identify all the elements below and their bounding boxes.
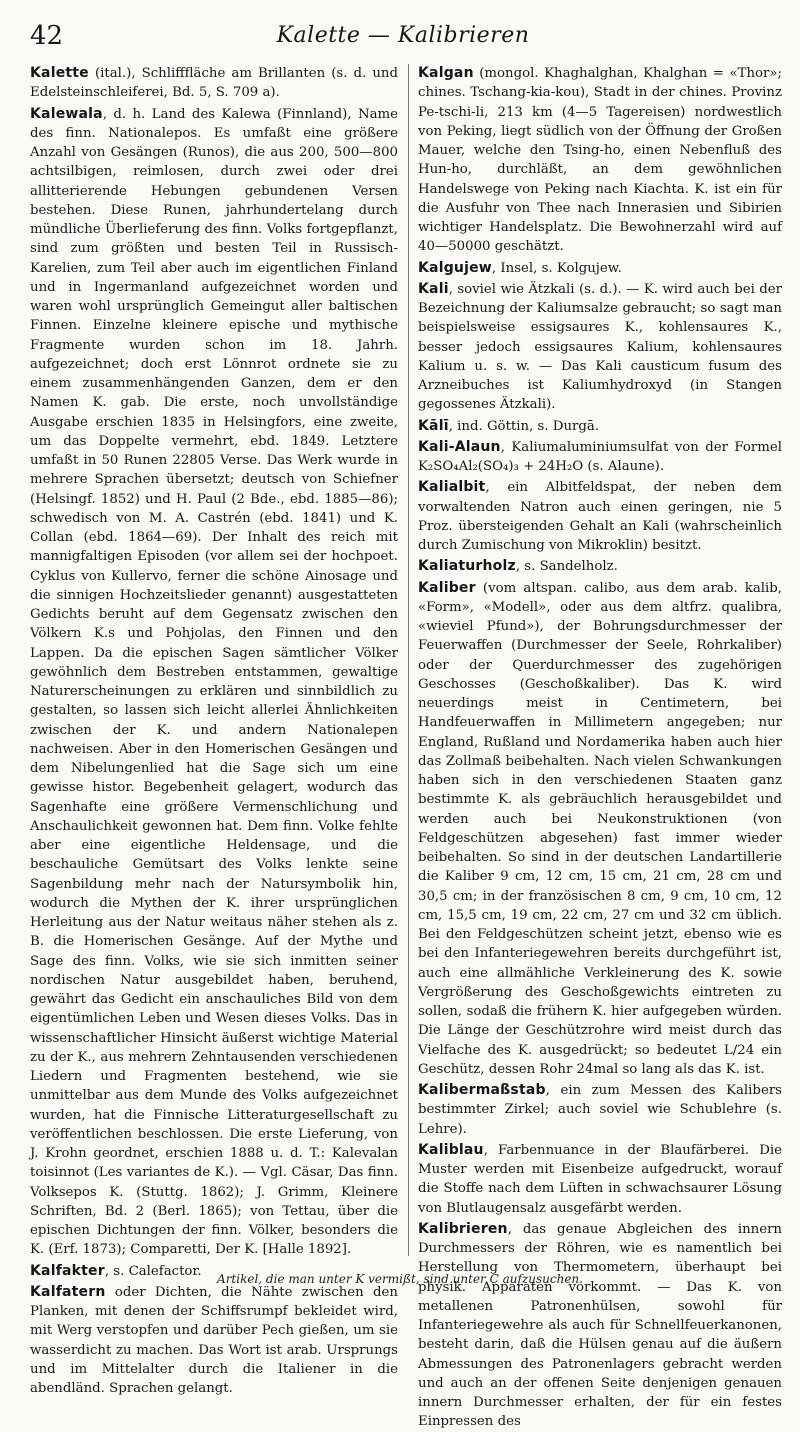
entry-text: , Farbennuance in der Blaufärberei. Die Muster werden mit Eisenbeize aufgedruckt, worauf die Stoffe nach dem Lüften in schwachsaurer Lösung von Blutlaugensalz ausgefärbt werden.	[418, 1142, 782, 1216]
entry-text: (mongol. Khaghalghan, Khalghan = «Thor»; chines. Tschang-kia-kou), Stadt in der chines. Provinz Pe-tschi-li, 213 km (4—5 Tagereisen) nordwestlich von Peking, liegt südlich von der Öffnung der Großen Mauer, welche den Tsing-ho, einen Nebenfluß des Hun-ho, durchläßt, an dem gewöhnlichen Handelswege von Peking nach Kiachta. K. ist ein für die Ausfuhr von Thee nach Innerasien und Sibirien wichtiger Handelsplatz. Die Bewohnerzahl wird auf 40—50000 geschätzt.	[418, 66, 782, 255]
headword: Kalfatern	[30, 1283, 106, 1300]
headword: Kali-Alaun	[418, 438, 501, 455]
entry-text: , ind. Göttin, s. Durgā.	[448, 418, 600, 434]
headword: Kalibrieren	[418, 1220, 508, 1237]
entry-text: , s. Calefactor.	[104, 1263, 202, 1279]
footer-note: Artikel, die man unter K vermißt, sind unter C aufzusuchen.	[217, 1272, 583, 1286]
headword: Kalette	[30, 65, 89, 81]
entry-text: (vom altspan. calibo, aus dem arab. kalib, «Form», «Modell», oder aus dem altfrz. qualibra, «wieviel Pfund»), der Bohrungsdurchmesser der Feuerwaffen (Durchmesser der Seele, Rohrkaliber) oder der Querdurchmesser des zugehörigen Geschosses (Geschoßkaliber). Das K. wird neuerdings meist in Centimetern, bei Handfeuerwaffen in Millimetern angegeben; nur England, Rußland und Nordamerika haben auch hier das Zollmaß beibehalten. Nach vielen Schwankungen haben sich in den verschiedenen Staaten ganz bestimmte K. als gebräuchlich herausgebildet und werden auch bei Neukonstruktionen (von Feldgeschützen abgesehen) fast immer wieder beibehalten. So sind in der deutschen Landartillerie die Kaliber 9 cm, 12 cm, 15 cm, 21 cm, 28 cm und 30,5 cm; in der französischen 8 cm, 9 cm, 10 cm, 12 cm, 15,5 cm, 19 cm, 22 cm, 27 cm und 32 cm üblich. Bei den Feldgeschützen scheint jetzt, ebenso wie es bei den Infanteriegewehren bereits durchgeführt ist, auch eine allmähliche Verkleinerung des K. sowie Vergrößerung des Geschoßgewichts eintreten zu sollen, sodaß die frühern K. hier aufgegeben würden. Die Länge der Geschützrohre wird meist durch das Vielfache des K. ausgedrückt; so bedeutet L/24 ein Geschütz, dessen Rohr 24mal so lang als das K. ist.	[418, 580, 782, 1077]
headword: Kalibermaßstab	[418, 1082, 546, 1098]
entry-text: , das genaue Abgleichen des innern Durchmessers der Röhren, wie es namentlich bei Herstellung von Thermometern, überhaupt bei physik. Apparaten vorkommt. — Das K. von metallenen Patronenhülsen, sowohl für Infanteriegewehre als auch für Schnellfeuerkanonen, besteht darin, daß die Hülsen genau auf die äußern Abmessungen des Patronenlagers gebracht werden und auch an der offenen Seite denjenigen genauen innern Durchmesser erhalten, der für ein festes Einpressen des	[418, 1221, 782, 1430]
entry	[418, 64, 782, 257]
entry-text: , soviel wie Ätzkali (s. d.). — K. wird auch bei der Bezeichnung der Kaliumsalze gebraucht; so sagt man beispielsweise essigsaures K., kohlensaures K., besser jedoch essigsaures Kalium, kohlensaures Kalium u. s. w. — Das Kali causticum fusum des Arzneibuches ist Kaliumhydroxyd (in Stangen gegossenes Ätzkali).	[418, 281, 782, 413]
entry-text: , Kaliumaluminiumsulfat von der Formel K₂SO₄Al₂(SO₄)₃ + 24H₂O (s. Alaune).	[418, 439, 782, 474]
headword: Kalgujew	[418, 259, 492, 276]
entry	[30, 64, 398, 103]
headword: Kaliaturholz	[418, 558, 516, 575]
right-column	[418, 64, 782, 1430]
entry	[30, 1283, 398, 1399]
column-divider	[408, 64, 409, 1256]
entry	[418, 1081, 782, 1139]
entry	[418, 1220, 782, 1432]
entry-text: (ital.), Schlifffläche am Brillanten (s. d. und Edelsteinschleiferei, Bd. 5, S. 709 a).	[30, 66, 398, 101]
headword: Kalfakter	[30, 1262, 105, 1279]
entry-text: , s. Sandelholz.	[515, 559, 618, 575]
left-column	[30, 64, 398, 1396]
entry	[418, 1141, 782, 1218]
page-number: 42	[30, 21, 64, 51]
entry	[418, 280, 782, 415]
headword: Kālī	[418, 417, 449, 434]
headword: Kalewala	[30, 105, 103, 122]
headword: Kaliber	[418, 579, 476, 596]
entry	[418, 478, 782, 555]
entry-text: , Insel, s. Kolgujew.	[491, 260, 622, 276]
running-head: Kalette — Kalibrieren	[276, 23, 530, 48]
entry	[418, 259, 782, 278]
entry-text: , d. h. Land des Kalewa (Finnland), Name des finn. Nationalepos. Es umfaßt eine größere Anzahl von Gesängen (Runos), die aus 200, 500—800 achtsilbigen, reimlosen, durch zwei oder drei allitterierende Hebungen gebundenen Versen bestehen. Diese Runen, jahrhundertelang durch mündliche Überlieferung des finn. Volks fortgepflanzt, sind zum größten und besten Teil in Russisch-Karelien, zum Teil aber auch im eigentlichen Finland und in Ingermanland aufgezeichnet worden und waren wohl ursprünglich Gemeingut aller baltischen Finnen. Einzelne kleinere epische und mythische Fragmente wurden schon im 18. Jahrh. aufgezeichnet; doch erst Lönnrot ordnete sie zu einem zusammenhängenden Ganzen, dem er den Namen K. gab. Die erste, noch unvollständige Ausgabe erschien 1835 in Helsingfors, eine zweite, um das Doppelte vermehrt, ebd. 1849. Letztere umfaßt in 50 Runen 22805 Verse. Das Werk wurde in mehrere Sprachen übersetzt; deutsch von Schiefner (Helsingf. 1852) und H. Paul (2 Bde., ebd. 1885—86); schwedisch von M. A. Castrén (ebd. 1841) und K. Collan (ebd. 1864—69). Der Inhalt des reich mit mannigfaltigen Episoden (vor allem sei der hochpoet. Cyklus von Kullervo, ferner die schöne Ainosage und die sinnigen Hochzeitslieder genannt) ausgestatteten Gedichts beruht auf dem Gegensatz zwischen den Völkern K.s und Pohjolas, den Finnen und den Lappen. Da die epischen Sagen sämtlicher Völker gewöhnlich dem Bestreben entstammen, gewaltige Naturerscheinungen zu erklären und sinnbildlich zu gestalten, so lassen sich leicht allerlei Ähnlichkeiten zwischen der K. und andern Nationalepen nachweisen. Aber in den Homerischen Gesängen und dem Nibelungenlied hat die Sage sich um eine gewisse histor. Begebenheit gelagert, wodurch das Sagenhafte eine größere Vermenschlichung und Anschaulichkeit gewonnen hat. Dem finn. Volke fehlte aber eine eigentliche Heldensage, und die beschauliche Gemütsart des Volks lenkte seine Sagenbildung mehr nach der Natursymbolik hin, wodurch die Mythen der K. ihrer ursprünglichen Herleitung aus der Natur weitaus näher stehen als z. B. die Homerischen Gesänge. Auf der Mythe und Sage des finn. Volks, wie sie sich inmitten seiner nordischen Natur ausgebildet haben, beruhend, gewährt das Gedicht ein anschauliches Bild von dem eigentümlichen Leben und Wesen dieses Volks. Das in wissenschaftlicher Hinsicht äußerst wichtige Material zu der K., aus mehrern Zehntausenden verschiedenen Liedern und Fragmenten bestehend, wie sie unmittelbar aus dem Munde des Volks aufgezeichnet wurden, hat die Finnische Litteraturgesellschaft zu veröffentlichen beschlossen. Die erste Lieferung, von J. Krohn geordnet, erschien 1888 u. d. T.: Kalevalan toisinnot (Les variantes de K.). — Vgl. Cäsar, Das finn. Volksepos K. (Stuttg. 1862); J. Grimm, Kleinere Schriften, Bd. 2 (Berl. 1865); von Tettau, über die epischen Dichtungen der finn. Völker, besonders die K. (Erf. 1873); Comparetti, Der K. [Halle 1892].	[30, 106, 398, 1258]
entry	[418, 579, 782, 1080]
entry-text: , ein zum Messen des Kalibers bestimmter Zirkel; auch soviel wie Schublehre (s. Lehre).	[418, 1083, 782, 1137]
entry-text: , ein Albitfeldspat, der neben dem vorwaltenden Natron auch einen geringen, nie 5 Proz. übersteigenden Gehalt an Kali (wahrscheinlich durch Zumischung von Mikroklin) besitzt.	[418, 480, 782, 553]
entry	[418, 438, 782, 477]
headword: Kalgan	[418, 65, 474, 81]
headword: Kali	[418, 280, 449, 297]
entry	[418, 557, 782, 576]
entry-text: oder Dichten, die Nähte zwischen den Planken, mit denen der Schiffsrumpf bekleidet wird, mit Werg verstopfen und darüber Pech gießen, um sie wasserdicht zu machen. Das Wort ist arab. Ursprungs und im Mittelalter durch die Italiener in die abendländ. Sprachen gelangt.	[30, 1284, 398, 1396]
headword: Kaliblau	[418, 1141, 484, 1158]
page-header	[30, 18, 776, 54]
entry	[30, 105, 398, 1260]
entry	[418, 417, 782, 436]
headword: Kalialbit	[418, 479, 486, 496]
